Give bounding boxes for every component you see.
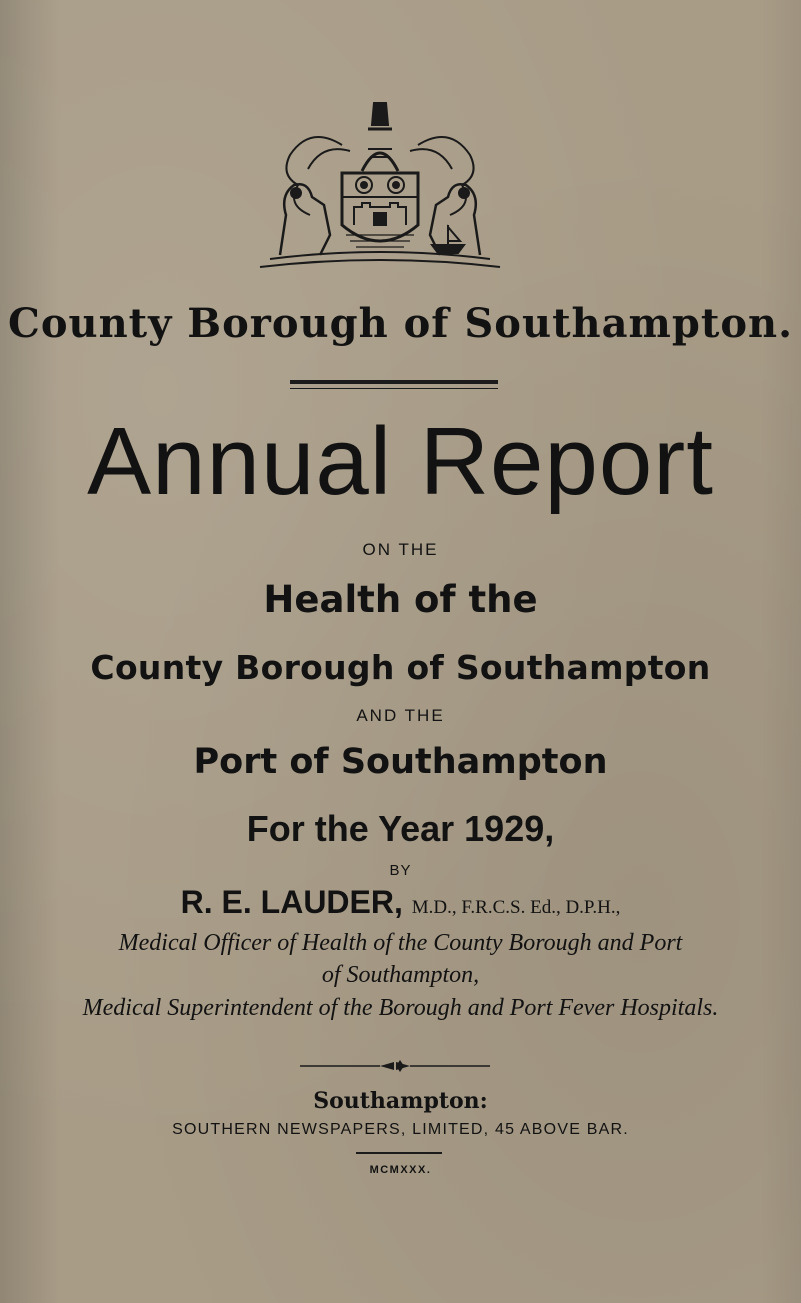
author-qualifications: M.D., F.R.C.S. Ed., D.P.H., xyxy=(411,897,621,918)
county-heading: County Borough of Southampton xyxy=(90,648,711,687)
borough-header: County Borough of Southampton. xyxy=(7,300,794,347)
on-the-label: ON THE xyxy=(362,540,439,559)
year-heading: For the Year 1929, xyxy=(246,808,555,849)
author-line xyxy=(0,884,801,921)
divider-thin xyxy=(290,388,498,389)
author-role-1: Medical Officer of Health of the County Borough and Port xyxy=(118,930,683,956)
author-role-3: Medical Superintendent of the Borough and Port Fever Hospitals. xyxy=(82,995,719,1021)
author-name: R. E. LAUDER, xyxy=(180,884,403,920)
author-role-2: of Southampton, xyxy=(321,962,480,988)
imprint-publisher: SOUTHERN NEWSPAPERS, LIMITED, 45 ABOVE BAR. xyxy=(172,1121,629,1138)
port-heading: Port of Southampton xyxy=(193,742,608,782)
report-title: Annual Report xyxy=(87,408,714,515)
divider-thick xyxy=(290,380,498,384)
health-heading: Health of the xyxy=(263,578,538,621)
divider-bottom xyxy=(356,1152,442,1154)
and-the-label: AND THE xyxy=(356,706,445,725)
by-label: BY xyxy=(389,862,412,879)
coat-of-arms-icon xyxy=(250,85,510,275)
imprint-city: Southampton: xyxy=(313,1088,488,1114)
ornamental-rule-icon xyxy=(300,1058,490,1074)
publication-year: MCMXXX. xyxy=(369,1164,432,1176)
